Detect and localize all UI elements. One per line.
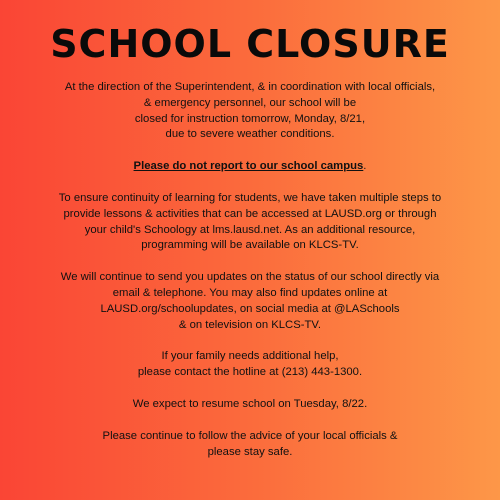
advice-line: Please continue to follow the advice of your local officials & — [102, 429, 398, 442]
resume-paragraph — [24, 397, 476, 413]
intro-line: & emergency personnel, our school will be — [143, 96, 357, 109]
intro-line: due to severe weather conditions. — [165, 128, 335, 141]
learning-paragraph — [24, 191, 476, 254]
learning-line: your child's Schoology at lms.lausd.net. As an additional resource, — [84, 223, 416, 236]
campus-notice-line — [24, 159, 476, 175]
campus-notice-period: . — [363, 160, 367, 173]
resume-line: We expect to resume school on Tuesday, 8/22. — [132, 397, 368, 410]
campus-notice-text: Please do not report to our school campus — [133, 160, 364, 173]
intro-line: closed for instruction tomorrow, Monday, 8/21, — [134, 112, 366, 125]
intro-paragraph — [24, 80, 476, 143]
learning-line: programming will be available on KLCS-TV. — [141, 239, 359, 252]
updates-line: & on television on KLCS-TV. — [178, 318, 322, 331]
page-title: SCHOOL CLOSURE — [50, 22, 450, 66]
intro-line: At the direction of the Superintendent, & in coordination with local officials, — [64, 81, 436, 93]
advice-paragraph — [24, 429, 476, 461]
updates-line: LAUSD.org/schoolupdates, on social media at @LASchools — [100, 302, 400, 315]
campus-notice — [24, 159, 476, 175]
learning-line: provide lessons & activities that can be accessed at LAUSD.org or through — [63, 207, 437, 220]
advice-line: please stay safe. — [207, 445, 293, 458]
help-line: If your family needs additional help, — [161, 350, 339, 363]
updates-line: We will continue to send you updates on the status of our school directly via — [60, 271, 440, 284]
updates-paragraph — [24, 270, 476, 333]
help-paragraph — [24, 349, 476, 381]
updates-line: email & telephone. You may also find updates online at — [112, 286, 388, 299]
help-line: please contact the hotline at (213) 443-1300. — [137, 366, 363, 379]
learning-line: To ensure continuity of learning for students, we have taken multiple steps to — [58, 191, 442, 204]
